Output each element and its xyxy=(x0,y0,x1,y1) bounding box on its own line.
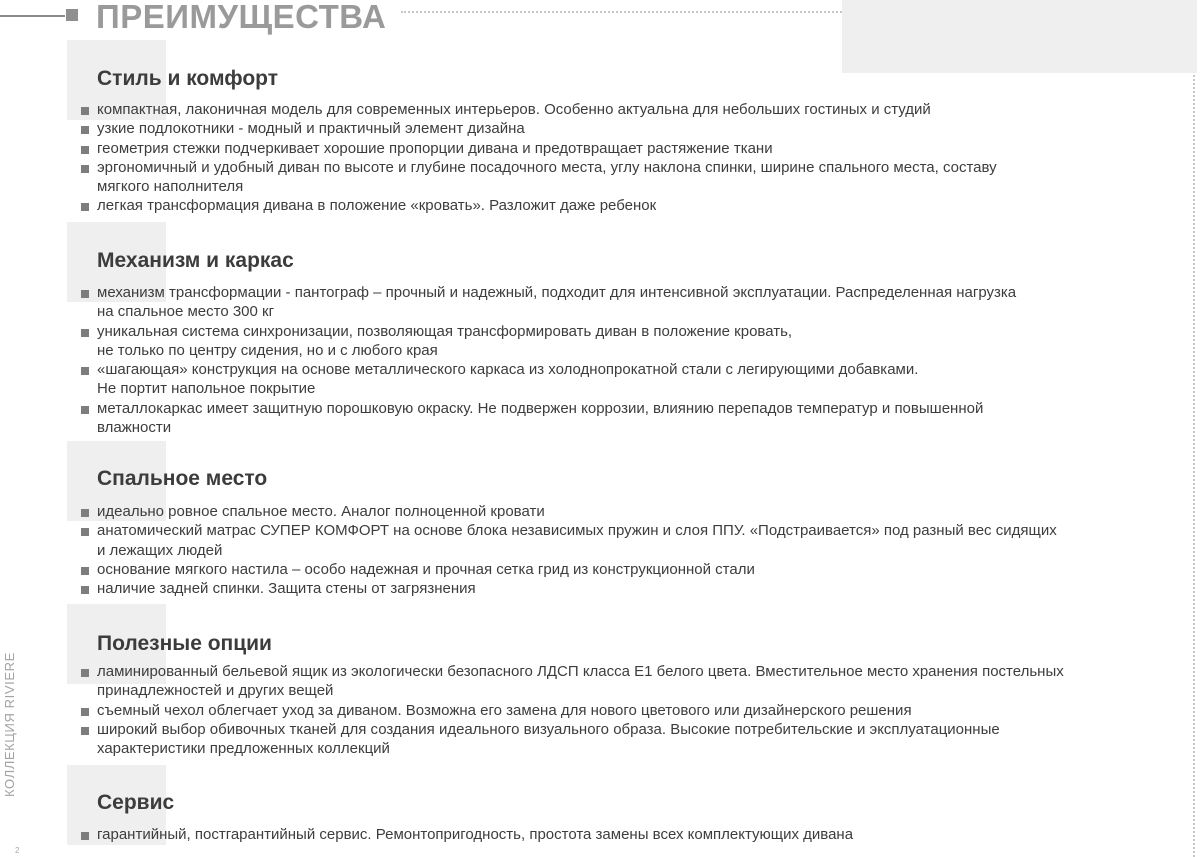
list-item xyxy=(81,322,1181,361)
list-item-text: «шагающая» конструкция на основе металлического каркаса из холоднопрокатной стали с легирующими добавками. Не портит напольное покрытие xyxy=(97,361,919,398)
bullet-list xyxy=(81,825,1181,844)
dotted-right-border xyxy=(1193,11,1195,857)
title-rule xyxy=(0,15,65,17)
list-item xyxy=(81,119,1181,138)
list-item xyxy=(81,502,1181,521)
list-item xyxy=(81,283,1181,322)
bullet-list xyxy=(81,662,1181,758)
header-gray-panel xyxy=(842,0,1197,73)
list-item xyxy=(81,158,1181,197)
list-item-text: механизм трансформации - пантограф – прочный и надежный, подходит для интенсивной эксплуатации. Распределенная нагрузка на спальное место 300 кг xyxy=(97,284,1017,321)
list-item-text: металлокаркас имеет защитную порошковую окраску. Не подвержен коррозии, влиянию перепадов температур и повышенной влажности xyxy=(97,399,984,437)
bullet-square-icon xyxy=(81,406,89,414)
bullet-square-icon xyxy=(81,367,89,375)
list-item xyxy=(81,579,1181,598)
collection-label: КОЛЛЕКЦИЯ RIVIERE xyxy=(2,652,17,797)
list-item-text: гарантийный, постгарантийный сервис. Ремонтопригодность, простота замены всех комплектующих дивана xyxy=(97,826,854,843)
bullet-list xyxy=(81,283,1181,437)
bullet-square-icon xyxy=(81,146,89,154)
bullet-square-icon xyxy=(81,832,89,840)
bullet-square-icon xyxy=(81,126,89,134)
list-item xyxy=(81,100,1181,119)
list-item xyxy=(81,139,1181,158)
list-item xyxy=(81,720,1181,759)
list-item-text: легкая трансформация дивана в положение «кровать». Разложит даже ребенок xyxy=(97,197,657,215)
bullet-list xyxy=(81,502,1181,598)
list-item-text: ламинированный бельевой ящик из экологически безопасного ЛДСП класса Е1 белого цвета. Вместительное место хранения постельных принадлежностей и других вещей xyxy=(97,663,1064,700)
list-item xyxy=(81,399,1181,438)
list-item-text: съемный чехол облегчает уход за диваном. Возможна его замена для нового цветового или дизайнерского решения xyxy=(97,701,912,719)
bullet-list xyxy=(81,100,1181,216)
bullet-square-icon xyxy=(81,329,89,337)
list-item-text: анатомический матрас СУПЕР КОМФОРТ на основе блока независимых пружин и слоя ППУ. «Подстраивается» под разный вес сидящих и лежащих людей xyxy=(97,522,1057,559)
list-item xyxy=(81,196,1181,215)
bullet-square-icon xyxy=(81,528,89,536)
list-item-text: узкие подлокотники - модный и практичный элемент дизайна xyxy=(97,120,525,138)
section-heading: Сервис xyxy=(97,791,175,814)
list-item-text: основание мягкого настила – особо надежная и прочная сетка грид из конструкционной стали xyxy=(97,560,755,578)
bullet-square-icon xyxy=(81,165,89,173)
list-item-text: эргономичный и удобный диван по высоте и глубине посадочного места, углу наклона спинки, ширине спального места, составу мягкого наполнителя xyxy=(97,158,997,196)
bullet-square-icon xyxy=(81,509,89,517)
list-item xyxy=(81,662,1181,701)
section-heading: Стиль и комфорт xyxy=(97,67,278,90)
list-item-text: наличие задней спинки. Защита стены от загрязнения xyxy=(97,580,476,598)
list-item-text: уникальная система синхронизации, позволяющая трансформировать диван в положение кровать, не только по центру сидения, но и с любого края xyxy=(97,322,793,359)
list-item-text: компактная, лаконичная модель для современных интерьеров. Особенно актуальна для небольших гостиных и студий xyxy=(97,101,931,118)
section-heading: Спальное место xyxy=(97,467,268,490)
bullet-square-icon xyxy=(81,727,89,735)
bullet-square-icon xyxy=(81,203,89,211)
list-item xyxy=(81,560,1181,579)
bullet-square-icon xyxy=(81,586,89,594)
bullet-square-icon xyxy=(81,567,89,575)
section-heading: Полезные опции xyxy=(97,632,272,655)
list-item-text: идеально ровное спальное место. Аналог полноценной кровати xyxy=(97,503,545,520)
bullet-square-icon xyxy=(81,107,89,115)
bullet-square-icon xyxy=(81,290,89,298)
title-square-marker xyxy=(66,9,78,21)
section-heading: Механизм и каркас xyxy=(97,249,294,272)
list-item xyxy=(81,521,1181,560)
list-item xyxy=(81,701,1181,720)
list-item-text: геометрия стежки подчеркивает хорошие пропорции дивана и предотвращает растяжение ткани xyxy=(97,139,773,157)
bullet-square-icon xyxy=(81,669,89,677)
bullet-square-icon xyxy=(81,708,89,716)
list-item-text: широкий выбор обивочных тканей для создания идеального визуального образа. Высокие потребительские и эксплуатационные характеристики предложенных коллекций xyxy=(97,720,1000,758)
list-item xyxy=(81,825,1181,844)
list-item xyxy=(81,360,1181,399)
page-number: 2 xyxy=(15,846,20,855)
page-title: ПРЕИМУЩЕСТВА xyxy=(96,0,387,35)
